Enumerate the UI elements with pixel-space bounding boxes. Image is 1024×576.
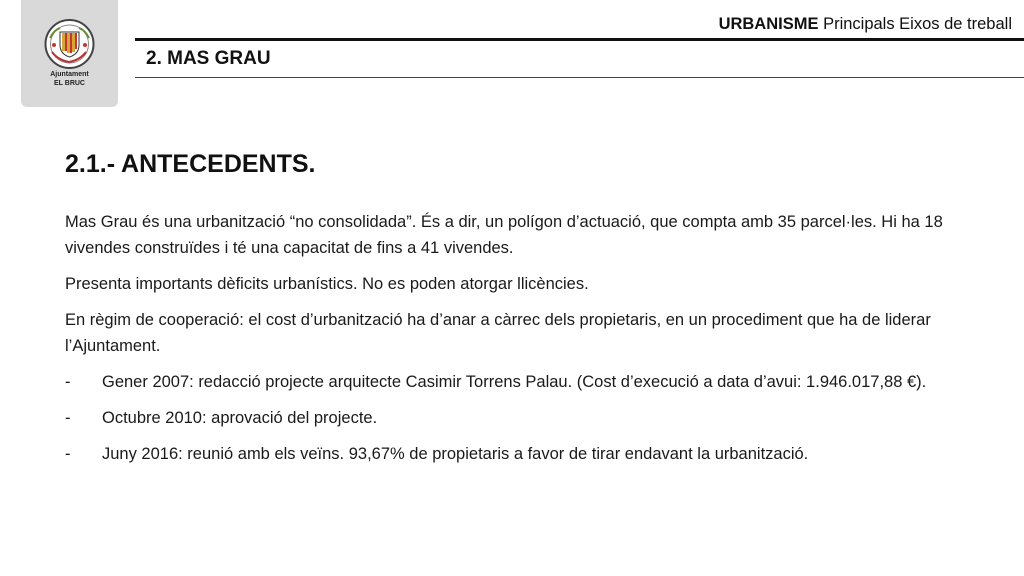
header-title-bold: URBANISME <box>718 15 819 33</box>
header-title <box>719 15 1012 34</box>
header-title-rest: Principals Eixos de treball <box>818 15 1012 33</box>
body-text <box>65 209 1005 477</box>
list-item <box>65 441 1005 467</box>
list-item-text: Octubre 2010: aprovació del projecte. <box>102 409 378 427</box>
list-item <box>65 369 1005 395</box>
municipal-logo <box>21 0 118 107</box>
paragraph-cooperation: En règim de cooperació: el cost d’urbanització ha d’anar a càrrec dels propietaris, en un procediment que ha de liderar l’Ajuntament. <box>65 311 931 355</box>
list-item <box>65 405 1005 431</box>
header-rule <box>135 38 1024 41</box>
list-dash: - <box>65 409 71 427</box>
page-heading: 2.1.- ANTECEDENTS. <box>65 150 316 178</box>
section-rule <box>135 77 1024 78</box>
list-dash: - <box>65 373 71 391</box>
logo-label-ajuntament: Ajuntament <box>50 71 89 78</box>
section-title: 2. MAS GRAU <box>146 48 271 69</box>
list-item-text: Juny 2016: reunió amb els veïns. 93,67% de propietaris a favor de tirar endavant la urbanització. <box>102 445 809 463</box>
list-item-text: Gener 2007: redacció projecte arquitecte Casimir Torrens Palau. (Cost d’execució a data d’avui: 1.946.017,88 €). <box>102 373 927 391</box>
coat-of-arms-icon <box>42 18 97 70</box>
list-dash: - <box>65 445 71 463</box>
paragraph-intro: Mas Grau és una urbanització “no consolidada”. És a dir, un polígon d’actuació, que compta amb 35 parcel·les. Hi ha 18 vivendes construïdes i té una capacitat de fins a 41 vivendes. <box>65 213 943 257</box>
logo-label-el-bruc: EL BRUC <box>54 80 85 87</box>
paragraph-deficits: Presenta importants dèficits urbanístics. No es poden atorgar llicències. <box>65 275 589 293</box>
